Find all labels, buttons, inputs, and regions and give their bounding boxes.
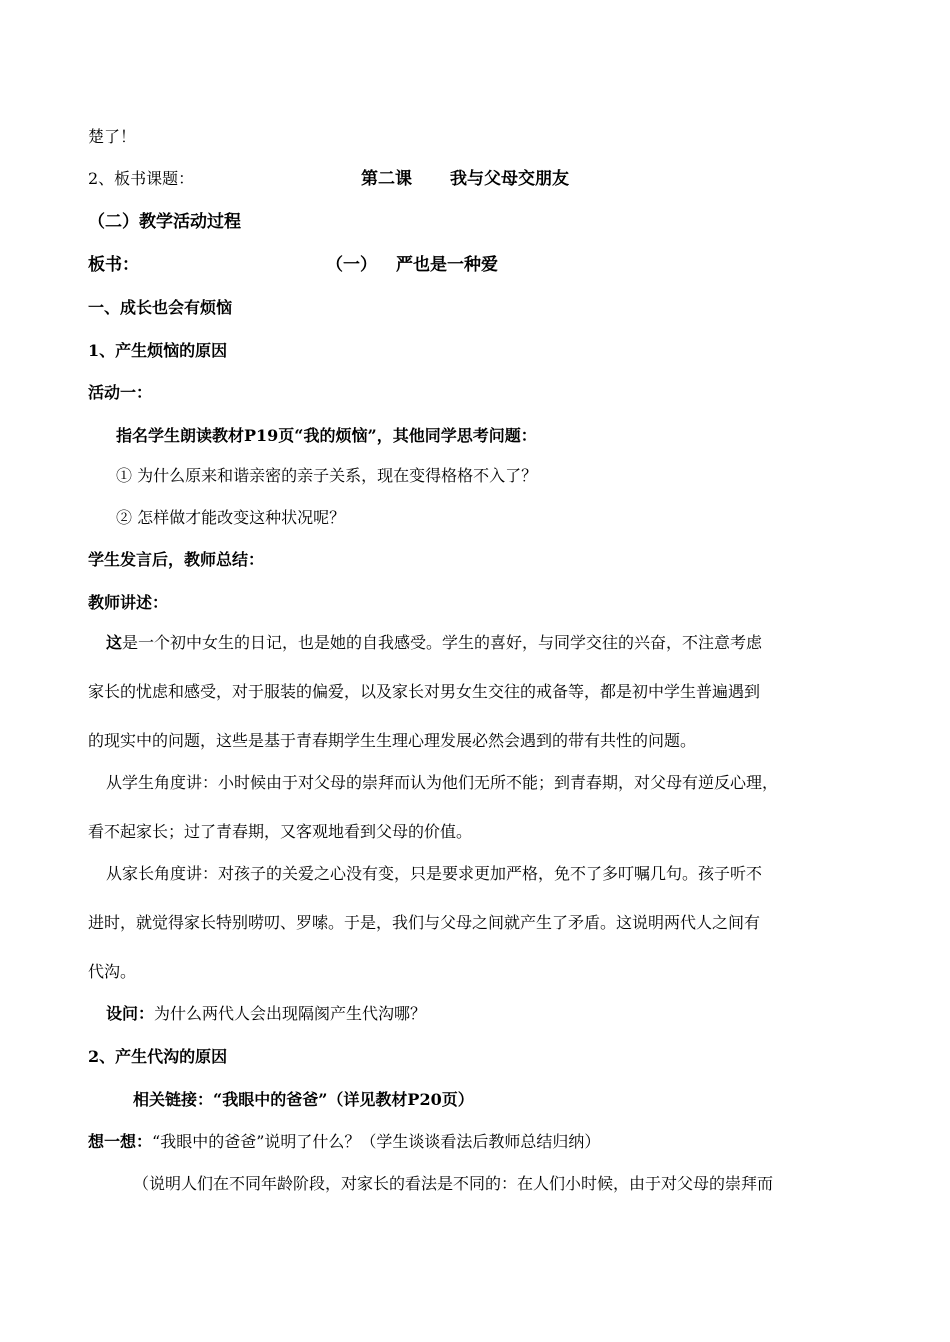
paragraph-text: 是一个初中女生的日记，也是她的自我感受。学生的喜好，与同学交往的兴奋，不注意考虑 bbox=[122, 633, 763, 652]
heading: 学生发言后，教师总结： bbox=[88, 550, 265, 569]
paragraph-line: （说明人们在不同年龄阶段，对家长的看法是不同的：在人们小时候，由于对父母的崇拜而 bbox=[133, 1174, 774, 1193]
think-label: 想一想： bbox=[88, 1132, 153, 1151]
paragraph-line bbox=[106, 632, 762, 654]
paragraph-line: 看不起家长；过了青春期，又客观地看到父母的价值。 bbox=[88, 822, 473, 841]
heading: 2、产生代沟的原因 bbox=[88, 1047, 228, 1066]
think-line bbox=[88, 1131, 600, 1153]
question-line bbox=[106, 1003, 426, 1025]
lesson-title-number: 第二课 bbox=[361, 169, 412, 189]
question-item: ② 怎样做才能改变这种状况呢？ bbox=[116, 508, 346, 527]
paragraph-line: 进时，就觉得家长特别唠叨、罗嗦。于是，我们与父母之间就产生了矛盾。这说明两代人之间有 bbox=[88, 913, 761, 932]
paragraph-line: 代沟。 bbox=[88, 962, 137, 981]
question-label: 设问： bbox=[106, 1004, 155, 1023]
board-title: 严也是一种爱 bbox=[396, 255, 498, 275]
paragraph-line: 家长的忧虑和感受，对于服装的偏爱，以及家长对男女生交往的戒备等，都是初中学生普遍遇到 bbox=[88, 682, 761, 701]
text-line: 楚了！ bbox=[88, 127, 137, 146]
section-heading: （二）教学活动过程 bbox=[88, 212, 241, 232]
think-text: “我眼中的爸爸”说明了什么？（学生谈谈看法后教师总结归纳） bbox=[152, 1132, 601, 1151]
paragraph-line: 从学生角度讲：小时候由于对父母的崇拜而认为他们无所不能；到青春期，对父母有逆反心理， bbox=[106, 773, 779, 792]
related-link: 相关链接：“我眼中的爸爸”（详见教材P20页） bbox=[133, 1090, 474, 1109]
question-text: 为什么两代人会出现隔阂产生代沟哪？ bbox=[154, 1004, 427, 1023]
question-item: ① 为什么原来和谐亲密的亲子关系，现在变得格格不入了？ bbox=[116, 466, 538, 485]
heading: 一、成长也会有烦恼 bbox=[88, 298, 233, 317]
paragraph-line: 从家长角度讲：对孩子的关爱之心没有变，只是要求更加严格，免不了多叮嘱几句。孩子听不 bbox=[106, 864, 763, 883]
heading: 活动一： bbox=[88, 383, 153, 402]
paragraph-lead: 这 bbox=[106, 633, 123, 652]
text-line: 2、板书课题： bbox=[88, 169, 195, 188]
board-number: （一） bbox=[326, 255, 377, 275]
paragraph-line: 的现实中的问题，这些是基于青春期学生生理心理发展必然会遇到的带有共性的问题。 bbox=[88, 731, 697, 750]
lesson-title: 我与父母交朋友 bbox=[450, 169, 569, 189]
board-label: 板书： bbox=[88, 255, 139, 275]
activity-instruction: 指名学生朗读教材P19页“我的烦恼”，其他同学思考问题： bbox=[116, 426, 537, 445]
heading: 教师讲述： bbox=[88, 593, 169, 612]
heading: 1、产生烦恼的原因 bbox=[88, 341, 228, 360]
